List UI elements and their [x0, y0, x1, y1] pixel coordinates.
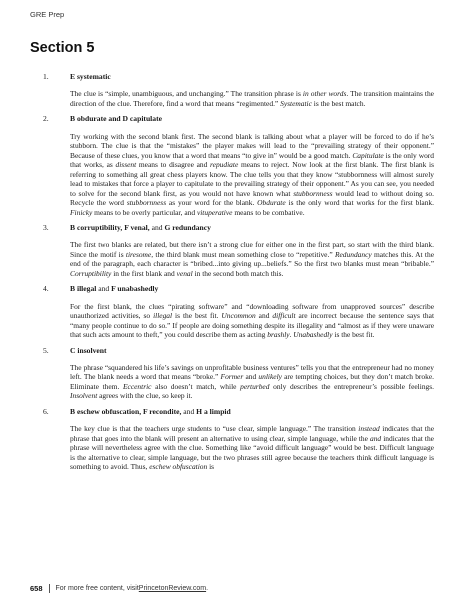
explanation-italic: brashly — [267, 330, 290, 340]
explanation-italic: Uncommon — [221, 311, 256, 321]
explanation-text: . The transition maintains the direction of the clue. Therefore, find a word that means “regimented.” — [70, 89, 434, 108]
explanation-italic: Redundancy — [334, 249, 372, 259]
explanation-text: means to reject. Now look at the first blank. The first blank is referring to something all great chess players know. The clue tells you that they know “stubbornness will almost surely lead to mistakes that force a player to capitulate to the prevailing strategy of their opponent.” As you can see, you needed to solve for the second blank first, as you would not have known what — [70, 160, 434, 198]
answer-segment: and — [151, 223, 165, 233]
explanation-text: also doesn’t match, while — [151, 381, 241, 391]
explanation-text: The clue is “simple, unambiguous, and unchanging.” The transition phrase is — [70, 89, 303, 99]
answer-segment: D capitulate — [122, 114, 162, 124]
answer-choice — [70, 346, 430, 356]
explanation-italic: unlikely — [258, 372, 282, 382]
explanation-text: The key clue is that the teachers urge students to “use clear, simple language.” The transition — [70, 424, 359, 434]
answer-segment: and — [183, 406, 197, 416]
footer-link[interactable]: PrincetonReview.com — [138, 585, 207, 592]
explanation — [70, 363, 434, 401]
explanation-italic: and — [369, 433, 382, 443]
explanation-italic: Finicky — [70, 207, 93, 217]
explanation-italic: tiresome — [125, 249, 152, 259]
explanation-text: in the first blank and — [111, 268, 177, 278]
explanation-text: are tempting choices, but they don’t match broke. Eliminate them. — [70, 372, 434, 391]
explanation-text: as your word for the blank. — [166, 198, 258, 208]
item-number: 2. — [43, 114, 49, 124]
explanation-text: in the second both match this. — [192, 268, 284, 278]
explanation-text: and — [243, 372, 259, 382]
answer-segment: F venal, — [124, 223, 152, 233]
page-number: 658 — [30, 584, 43, 593]
explanation-italic: stubbornness — [293, 188, 333, 198]
answer-item — [0, 223, 474, 278]
answer-list — [0, 72, 474, 478]
explanation-text: only describes the entrepreneur’s possible feelings. — [269, 381, 435, 391]
explanation-italic: Insolvent — [70, 391, 98, 401]
answer-segment: B corruptibility, — [70, 223, 125, 233]
answer-item — [0, 346, 474, 401]
section-title: Section 5 — [30, 40, 95, 56]
page-footer — [30, 584, 208, 593]
footer-text-end: . — [206, 585, 209, 592]
explanation-text: , the third blank must mean something close to “repetitive.” — [151, 249, 335, 259]
answer-choice — [70, 114, 430, 124]
running-head: GRE Prep — [30, 10, 65, 19]
explanation-italic: dissent — [115, 160, 137, 170]
explanation-text: and — [255, 311, 273, 321]
explanation — [70, 424, 434, 472]
answer-item — [0, 407, 474, 472]
answer-segment: and — [106, 114, 123, 124]
answer-segment: E systematic — [70, 72, 111, 81]
explanation-text: indicates that the phrase will nevertheless agree with the clue. Something like “avoid difficult language” would be best. Difficult language is the alternative to clear, simple language, but the two phrases still agree because the teachers think difficult language is something to avoid. Thus, — [70, 433, 434, 472]
answer-segment: B eschew obfuscation, — [70, 406, 143, 416]
item-number: 4. — [43, 284, 49, 294]
explanation-text: The first two blanks are related, but there isn’t a strong clue for either one in the first part, so start with the third blank. Since the motif is — [70, 240, 434, 259]
explanation-italic: venal — [176, 268, 193, 278]
item-number: 3. — [43, 223, 49, 233]
answer-choice — [70, 223, 430, 233]
explanation-italic: difficult — [272, 311, 296, 321]
answer-choice — [70, 407, 430, 417]
answer-segment: and — [98, 284, 112, 294]
explanation-italic: Obdurate — [257, 198, 286, 208]
explanation-text: means to be combative. — [232, 207, 305, 217]
item-number: 1. — [43, 72, 49, 81]
explanation-text: is the best fit. — [172, 311, 222, 321]
explanation — [70, 132, 434, 218]
explanation-text: are incorrect because the sentence says that “many people continue to do so.” If people are doing something despite its illegality and “almost as if they were unaware that such acts amount to theft,” you could describe them as acting — [70, 311, 435, 340]
explanation-text: means to disagree and — [136, 160, 211, 170]
answer-segment: B illegal — [70, 284, 99, 294]
answer-segment: H a limpid — [196, 406, 231, 416]
explanation-italic: stubbornness — [126, 198, 167, 208]
item-number: 5. — [43, 345, 49, 355]
answer-item — [0, 284, 474, 339]
explanation — [70, 240, 434, 278]
explanation-italic: Eccentric — [122, 381, 152, 391]
explanation-italic: Capitulate — [352, 150, 384, 160]
answer-choice — [70, 284, 430, 294]
answer-segment: G redundancy — [164, 223, 211, 233]
explanation-text: agrees with the clue, so keep it. — [97, 391, 193, 401]
explanation-italic: eschew obfuscation — [149, 462, 208, 472]
explanation-text: Try working with the second blank first. The second blank is talking about what a player will be forced to do if he’s stubborn. The clue is that the “mistakes” the player makes will lead to the “prevailing strategy of their opponent.” Because of these clues, you know that a word that means “to give in” would be a good match. — [70, 131, 434, 160]
answer-item — [0, 114, 474, 217]
explanation-text: is the only word that works, as — [70, 150, 434, 170]
explanation-text: For the first blank, the clues “pirating software” and “downloading software from unapproved sources” describe unauthorized activities, so — [70, 301, 434, 321]
explanation-italic: vituperative — [196, 207, 233, 217]
explanation-italic: Corruptibility — [70, 268, 112, 278]
explanation-italic: illegal — [153, 311, 173, 321]
answer-segment: F unabashedly — [111, 284, 159, 294]
answer-segment: F recondite, — [143, 406, 184, 416]
explanation — [70, 302, 434, 340]
explanation-text: . — [289, 330, 294, 340]
item-number: 6. — [43, 406, 49, 416]
answer-choice — [70, 72, 430, 82]
explanation-italic: Systematic — [280, 98, 312, 108]
explanation-italic: perturbed — [240, 381, 270, 391]
explanation-text: indicates that the phrase that goes into the blank will present an alternative to using clear, simple language, while the — [70, 424, 434, 443]
explanation-text: is the only word that works for the first blank. — [285, 198, 435, 208]
explanation-italic: instead — [358, 424, 380, 434]
footer-divider — [49, 584, 50, 593]
explanation-text: matches this. At the end of the paragraph, each character is “bribed...into giving up...beliefs.” So the first two blanks must mean “bribable.” — [70, 249, 434, 269]
explanation-italic: Former — [220, 372, 244, 382]
answer-segment: C insolvent — [70, 345, 107, 355]
explanation-text: means to be overly particular, and — [92, 207, 197, 217]
explanation-italic: Unabashedly — [293, 330, 333, 340]
answer-segment: B obdurate — [70, 114, 107, 124]
explanation-text: is the best fit. — [332, 330, 375, 340]
explanation-text: The phrase “squandered his life’s savings on unprofitable business ventures” tells you that the entrepreneur had no money left. The blank needs a word that means “broke.” — [70, 362, 434, 382]
footer-text: For more free content, visit — [55, 585, 139, 592]
explanation-italic: repudiate — [210, 160, 239, 170]
explanation-italic: in other words — [302, 89, 347, 99]
answer-item — [0, 72, 474, 108]
explanation-text: is the best match. — [311, 98, 366, 108]
explanation-text: would lead to without doing so. Recycle the word — [70, 188, 434, 208]
explanation — [70, 89, 434, 108]
explanation-text: is — [207, 462, 215, 472]
